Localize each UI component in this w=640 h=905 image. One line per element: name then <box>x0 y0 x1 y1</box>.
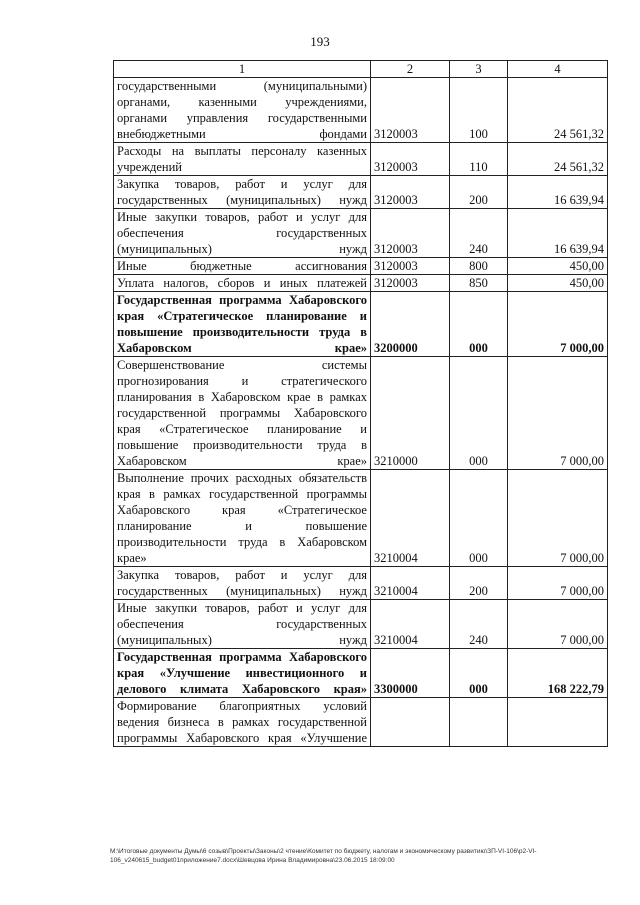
code-cell: 3210004 <box>371 600 450 649</box>
table-row <box>114 698 608 747</box>
table-row <box>114 649 608 698</box>
name-cell: Выполнение прочих расходных обязательств края в рамках государственной программы Хабаровского края «Стратегическое планирование и повышение производительности труда в Хабаровском крае» <box>114 470 371 567</box>
name-cell: государственными (муниципальными) органами, казенными учреждениями, органами управления государственными внебюджетными фондами <box>114 78 371 143</box>
code-cell <box>371 698 450 747</box>
document-path-footer: M:\Итоговые документы Думы\6 созыв\Проекты\Законы\2 чтение\Комитет по бюджету, налогам и экономическому развитию\ЗП-VI-106\р2-VI-106_v240615_budget01приложение7.docx\Шевцова Ирина Владимировна\23.06.2015 18:09:00 <box>110 848 537 864</box>
sum-cell: 450,00 <box>508 258 608 275</box>
name-cell: Расходы на выплаты персоналу казенных учреждений <box>114 143 371 176</box>
table-row <box>114 209 608 258</box>
code-cell: 3120003 <box>371 176 450 209</box>
type-cell: 110 <box>450 143 508 176</box>
type-cell: 240 <box>450 209 508 258</box>
table-row <box>114 567 608 600</box>
code-cell: 3210004 <box>371 470 450 567</box>
type-cell: 000 <box>450 292 508 357</box>
name-cell: Уплата налогов, сборов и иных платежей <box>114 275 371 292</box>
code-cell: 3120003 <box>371 258 450 275</box>
name-cell: Государственная программа Хабаровского края «Стратегическое планирование и повышение производительности труда в Хабаровском крае» <box>114 292 371 357</box>
sum-cell: 7 000,00 <box>508 470 608 567</box>
sum-cell: 7 000,00 <box>508 600 608 649</box>
code-cell: 3120003 <box>371 209 450 258</box>
code-cell: 3200000 <box>371 292 450 357</box>
code-cell: 3210004 <box>371 567 450 600</box>
type-cell <box>450 698 508 747</box>
name-cell: Иные закупки товаров, работ и услуг для обеспечения государственных (муниципальных) нужд <box>114 209 371 258</box>
type-cell: 800 <box>450 258 508 275</box>
code-cell: 3120003 <box>371 78 450 143</box>
type-cell: 200 <box>450 567 508 600</box>
table-row <box>114 470 608 567</box>
table-row <box>114 292 608 357</box>
table-header-row <box>114 61 608 78</box>
header-col-1: 1 <box>114 61 371 78</box>
table-row <box>114 275 608 292</box>
type-cell: 000 <box>450 470 508 567</box>
table-row <box>114 176 608 209</box>
budget-table <box>113 60 608 747</box>
header-col-2: 2 <box>371 61 450 78</box>
code-cell: 3300000 <box>371 649 450 698</box>
code-cell: 3120003 <box>371 275 450 292</box>
type-cell: 850 <box>450 275 508 292</box>
name-cell: Формирование благоприятных условий ведения бизнеса в рамках государственной программы Хабаровского края «Улучшение <box>114 698 371 747</box>
name-cell: Государственная программа Хабаровского края «Улучшение инвестиционного и делового климата Хабаровского края» <box>114 649 371 698</box>
name-cell: Иные закупки товаров, работ и услуг для обеспечения государственных (муниципальных) нужд <box>114 600 371 649</box>
table-body <box>114 78 608 747</box>
sum-cell: 7 000,00 <box>508 357 608 470</box>
type-cell: 000 <box>450 357 508 470</box>
name-cell: Совершенствование системы прогнозирования и стратегического планирования в Хабаровском крае в рамках государственной программы Хабаровского края «Стратегическое планирование и повышение производительности труда в Хабаровском крае» <box>114 357 371 470</box>
type-cell: 100 <box>450 78 508 143</box>
name-cell: Закупка товаров, работ и услуг для государственных (муниципальных) нужд <box>114 567 371 600</box>
sum-cell: 16 639,94 <box>508 176 608 209</box>
table-row <box>114 143 608 176</box>
header-col-3: 3 <box>450 61 508 78</box>
sum-cell: 7 000,00 <box>508 567 608 600</box>
header-col-4: 4 <box>508 61 608 78</box>
name-cell: Иные бюджетные ассигнования <box>114 258 371 275</box>
type-cell: 240 <box>450 600 508 649</box>
sum-cell: 7 000,00 <box>508 292 608 357</box>
table-row <box>114 600 608 649</box>
type-cell: 200 <box>450 176 508 209</box>
sum-cell <box>508 698 608 747</box>
page-number: 193 <box>310 34 330 49</box>
sum-cell: 24 561,32 <box>508 143 608 176</box>
code-cell: 3120003 <box>371 143 450 176</box>
sum-cell: 24 561,32 <box>508 78 608 143</box>
sum-cell: 16 639,94 <box>508 209 608 258</box>
name-cell: Закупка товаров, работ и услуг для государственных (муниципальных) нужд <box>114 176 371 209</box>
code-cell: 3210000 <box>371 357 450 470</box>
sum-cell: 168 222,79 <box>508 649 608 698</box>
sum-cell: 450,00 <box>508 275 608 292</box>
table-row <box>114 258 608 275</box>
type-cell: 000 <box>450 649 508 698</box>
table-row <box>114 357 608 470</box>
table-row <box>114 78 608 143</box>
